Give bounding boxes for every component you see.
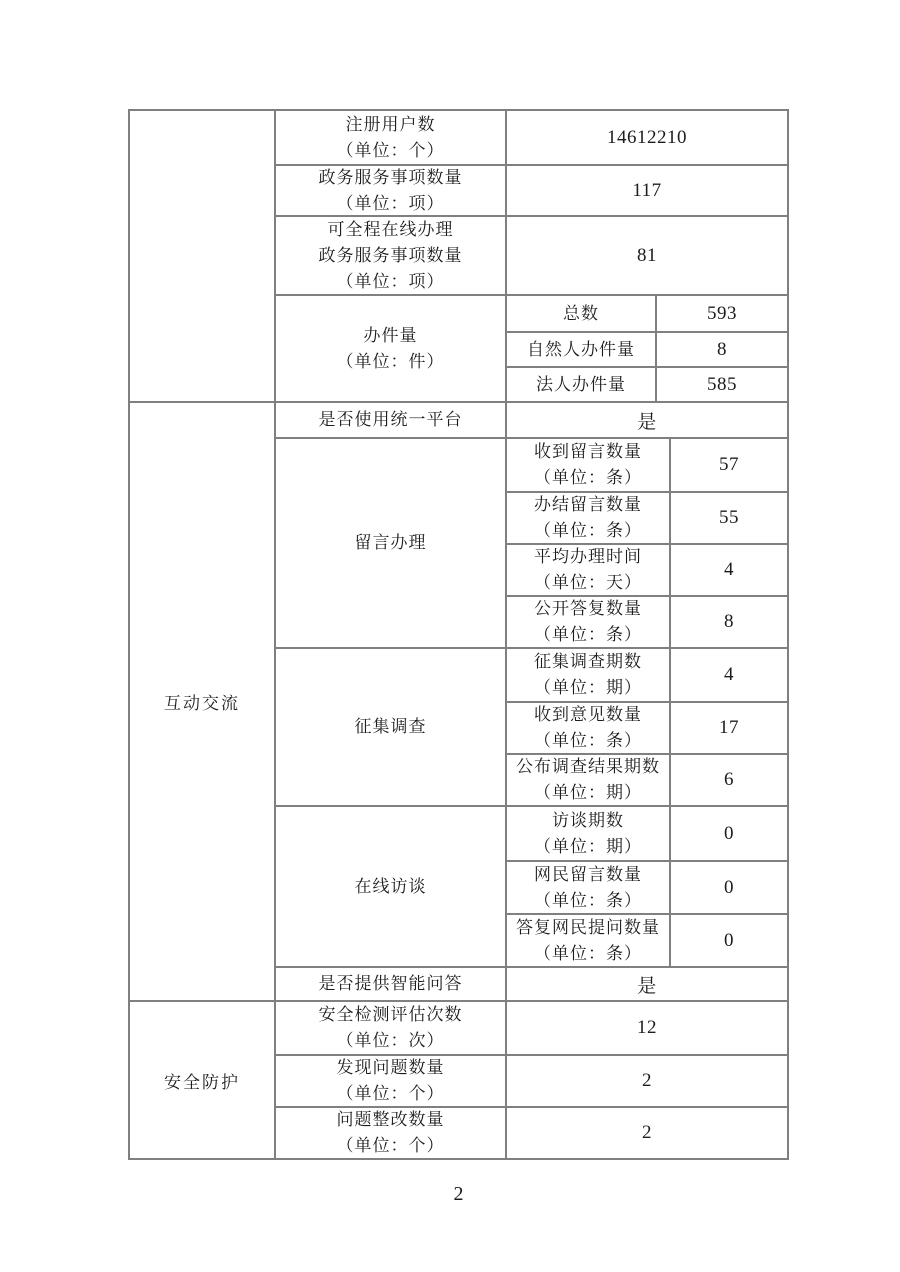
table-row-smart-qa [276, 966, 787, 1000]
subrow-unit-label: （单位：天） [534, 573, 642, 592]
subrow-unit-label: （单位：条） [534, 521, 642, 540]
group-label: 留言办理 [354, 533, 427, 552]
subrow-label-cell [507, 703, 671, 753]
group-body [507, 296, 787, 401]
group-body [507, 649, 787, 805]
row-value: 14612210 [607, 126, 687, 148]
subrow-label-cell [507, 862, 671, 913]
subrow-label: 总数 [563, 303, 599, 323]
row-label: 问题整改数量 [336, 1110, 445, 1129]
row-label-cell [276, 166, 507, 215]
subrow-label: 征集调查期数 [534, 652, 642, 671]
subrow-label: 收到意见数量 [534, 705, 642, 724]
section-body [276, 1002, 787, 1158]
group-label-cell [276, 296, 507, 401]
group-label-cell [276, 649, 507, 805]
group-label-cell [276, 807, 507, 966]
row-unit-label: （单位：项） [336, 271, 445, 291]
category-cell [130, 403, 276, 1000]
table-row-unified-platform [276, 403, 787, 437]
category-cell [130, 1002, 276, 1158]
row-value: 0 [724, 929, 734, 951]
section-interaction [130, 401, 787, 1000]
row-value: 8 [724, 611, 734, 632]
table-row-caseload-individual [507, 331, 787, 366]
group-body [507, 439, 787, 647]
table-row-caseload-total [507, 296, 787, 331]
subrow-label-cell [507, 296, 657, 331]
page-number: 2 [453, 1183, 464, 1205]
row-label-cell [276, 1108, 507, 1158]
row-label-cell [276, 1056, 507, 1106]
row-label-cell [276, 403, 507, 437]
subrow-label: 法人办件量 [536, 374, 626, 394]
section-service-items [130, 111, 787, 401]
subrow-label-cell [507, 755, 671, 805]
row-label: 注册用户数 [345, 114, 436, 134]
row-unit-label: （单位：项） [336, 193, 445, 213]
table-row-survey-results-published [507, 753, 787, 805]
table-row-opinions-received [507, 701, 787, 753]
row-label: 可全程在线办理 [327, 219, 454, 239]
subrow-label-cell [507, 545, 671, 595]
table-row-survey-periods [507, 649, 787, 701]
subrow-label-cell [507, 493, 671, 543]
table-row-full-online-items [276, 215, 787, 294]
subrow-label: 答复网民提问数量 [516, 917, 660, 937]
row-value: 4 [724, 664, 734, 685]
row-label: 政务服务事项数量 [318, 167, 463, 187]
subrow-label-cell [507, 439, 671, 491]
table-row-interview-periods [507, 807, 787, 860]
category-label: 安全防护 [164, 1072, 240, 1092]
table-row-messages-received [507, 439, 787, 491]
row-value: 4 [724, 559, 734, 580]
row-value: 2 [642, 1122, 652, 1143]
row-value: 2 [642, 1070, 652, 1091]
table-row-public-replies [507, 595, 787, 647]
row-label: 政务服务事项数量 [318, 245, 463, 265]
row-value: 是 [637, 975, 657, 997]
table-row-average-handling-time [507, 543, 787, 595]
subrow-label: 收到留言数量 [534, 442, 642, 461]
table-row-problems-rectified [276, 1106, 787, 1158]
subrow-unit-label: （单位：期） [534, 836, 642, 856]
row-value: 0 [724, 876, 734, 898]
subrow-label-cell [507, 915, 671, 966]
subrow-label: 访谈期数 [552, 810, 624, 830]
row-label: 是否使用统一平台 [318, 410, 463, 429]
row-value: 17 [719, 717, 739, 738]
section-security [130, 1000, 787, 1158]
subrow-label: 公开答复数量 [534, 599, 642, 618]
group-label: 办件量 [363, 325, 418, 345]
section-body [276, 111, 787, 401]
table-row-security-assessments [276, 1002, 787, 1054]
group-label-cell [276, 439, 507, 647]
table-group-online-interviews [276, 805, 787, 966]
row-value: 585 [707, 373, 737, 395]
subrow-unit-label: （单位：条） [534, 731, 642, 750]
subrow-label-cell [507, 649, 671, 701]
table-row-registered-users [276, 111, 787, 164]
row-label: 是否提供智能问答 [318, 974, 463, 993]
subrow-label: 平均办理时间 [534, 547, 642, 566]
row-value: 8 [717, 338, 727, 360]
subrow-label-cell [507, 597, 671, 647]
table-row-netizen-messages [507, 860, 787, 913]
table-group-caseload [276, 294, 787, 401]
row-value: 0 [724, 822, 734, 844]
subrow-unit-label: （单位：条） [534, 943, 642, 963]
table-row-service-item-count [276, 164, 787, 215]
subrow-label-cell [507, 807, 671, 860]
subrow-unit-label: （单位：条） [534, 890, 642, 910]
table-group-message-handling [276, 437, 787, 647]
row-unit-label: （单位：个） [336, 140, 445, 160]
row-unit-label: （单位：个） [336, 1136, 445, 1155]
row-label-cell [276, 1002, 507, 1054]
subrow-label-cell [507, 333, 657, 366]
table-row-questions-answered [507, 913, 787, 966]
subrow-label-cell [507, 368, 657, 401]
subrow-unit-label: （单位：条） [534, 625, 642, 644]
row-value: 55 [719, 507, 739, 528]
table-row-problems-found [276, 1054, 787, 1106]
row-unit-label: （单位：次） [336, 1031, 445, 1050]
row-value: 6 [724, 769, 734, 790]
row-value: 12 [637, 1017, 657, 1038]
row-value: 593 [707, 302, 737, 324]
table-group-surveys [276, 647, 787, 805]
subrow-unit-label: （单位：期） [534, 678, 642, 697]
row-value: 是 [637, 411, 657, 433]
group-label: 在线访谈 [354, 876, 427, 896]
subrow-label: 公布调查结果期数 [516, 757, 660, 776]
group-body [507, 807, 787, 966]
section-body [276, 403, 787, 1000]
row-label: 安全检测评估次数 [318, 1005, 463, 1024]
table-row-caseload-legal-person [507, 366, 787, 401]
subrow-unit-label: （单位：条） [534, 468, 642, 487]
row-unit-label: （单位：个） [336, 1084, 445, 1103]
table-row-messages-resolved [507, 491, 787, 543]
row-label-cell [276, 111, 507, 164]
category-cell [130, 111, 276, 401]
category-label: 互动交流 [164, 694, 240, 713]
row-value: 81 [637, 244, 657, 266]
row-label-cell [276, 968, 507, 1000]
group-unit-label: （单位：件） [336, 351, 445, 371]
statistics-table [128, 109, 789, 1160]
row-label-cell [276, 217, 507, 294]
subrow-label: 办结留言数量 [534, 495, 642, 514]
row-label: 发现问题数量 [336, 1058, 445, 1077]
row-value: 57 [719, 454, 739, 475]
subrow-label: 自然人办件量 [527, 339, 635, 359]
group-label: 征集调查 [354, 717, 427, 736]
subrow-label: 网民留言数量 [534, 864, 642, 884]
subrow-unit-label: （单位：期） [534, 783, 642, 802]
row-value: 117 [632, 179, 662, 201]
